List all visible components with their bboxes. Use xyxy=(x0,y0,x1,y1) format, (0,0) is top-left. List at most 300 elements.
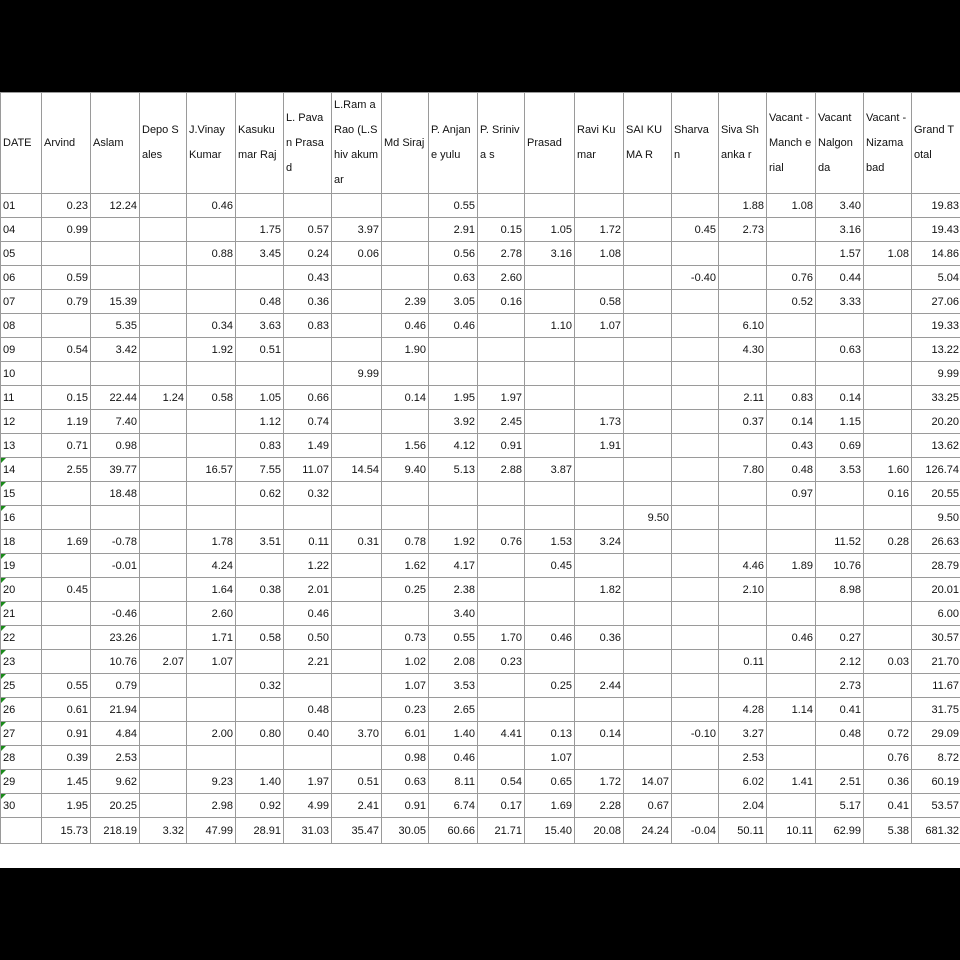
value-cell[interactable] xyxy=(525,338,575,362)
value-cell[interactable] xyxy=(140,458,187,482)
value-cell[interactable] xyxy=(525,650,575,674)
value-cell[interactable]: 10.76 xyxy=(816,554,864,578)
value-cell[interactable]: 0.69 xyxy=(816,434,864,458)
value-cell[interactable]: 9.23 xyxy=(187,770,236,794)
value-cell[interactable] xyxy=(525,698,575,722)
value-cell[interactable]: 0.27 xyxy=(816,626,864,650)
value-cell[interactable]: 2.78 xyxy=(478,242,525,266)
value-cell[interactable]: 2.91 xyxy=(429,218,478,242)
value-cell[interactable]: 2.45 xyxy=(478,410,525,434)
value-cell[interactable] xyxy=(864,338,912,362)
value-cell[interactable] xyxy=(140,242,187,266)
value-cell[interactable]: 20.25 xyxy=(91,794,140,818)
value-cell[interactable]: 0.88 xyxy=(187,242,236,266)
value-cell[interactable]: 0.46 xyxy=(525,626,575,650)
value-cell[interactable] xyxy=(42,506,91,530)
value-cell[interactable]: 0.48 xyxy=(236,290,284,314)
value-cell[interactable] xyxy=(816,746,864,770)
value-cell[interactable]: 0.36 xyxy=(575,626,624,650)
value-cell[interactable] xyxy=(575,650,624,674)
value-cell[interactable]: 1.15 xyxy=(816,410,864,434)
value-cell[interactable]: 3.33 xyxy=(816,290,864,314)
value-cell[interactable] xyxy=(575,266,624,290)
value-cell[interactable]: 3.24 xyxy=(575,530,624,554)
value-cell[interactable] xyxy=(525,602,575,626)
value-cell[interactable]: 4.41 xyxy=(478,722,525,746)
value-cell[interactable]: 1.19 xyxy=(42,410,91,434)
value-cell[interactable] xyxy=(91,218,140,242)
value-cell[interactable] xyxy=(575,386,624,410)
value-cell[interactable]: 11.52 xyxy=(816,530,864,554)
value-cell[interactable]: 21.70 xyxy=(912,650,960,674)
value-cell[interactable]: 2.41 xyxy=(332,794,382,818)
value-cell[interactable] xyxy=(672,578,719,602)
value-cell[interactable]: 4.24 xyxy=(187,554,236,578)
value-cell[interactable] xyxy=(140,314,187,338)
value-cell[interactable] xyxy=(382,194,429,218)
value-cell[interactable] xyxy=(767,674,816,698)
value-cell[interactable] xyxy=(42,242,91,266)
value-cell[interactable] xyxy=(429,506,478,530)
value-cell[interactable]: 1.53 xyxy=(525,530,575,554)
value-cell[interactable]: 0.63 xyxy=(816,338,864,362)
value-cell[interactable] xyxy=(816,362,864,386)
value-cell[interactable] xyxy=(624,578,672,602)
value-cell[interactable]: 1.90 xyxy=(382,338,429,362)
value-cell[interactable] xyxy=(672,386,719,410)
value-cell[interactable] xyxy=(382,506,429,530)
total-cell[interactable]: 20.08 xyxy=(575,818,624,844)
value-cell[interactable]: 1.05 xyxy=(525,218,575,242)
value-cell[interactable] xyxy=(140,602,187,626)
value-cell[interactable]: 9.62 xyxy=(91,770,140,794)
value-cell[interactable] xyxy=(284,674,332,698)
value-cell[interactable] xyxy=(478,194,525,218)
value-cell[interactable]: 20.01 xyxy=(912,578,960,602)
value-cell[interactable] xyxy=(140,290,187,314)
value-cell[interactable] xyxy=(864,578,912,602)
value-cell[interactable]: 0.23 xyxy=(42,194,91,218)
value-cell[interactable]: 3.40 xyxy=(429,602,478,626)
value-cell[interactable] xyxy=(332,554,382,578)
value-cell[interactable]: 0.46 xyxy=(767,626,816,650)
column-header[interactable]: Siva Shanka r xyxy=(719,93,767,194)
value-cell[interactable] xyxy=(332,290,382,314)
value-cell[interactable]: 2.73 xyxy=(816,674,864,698)
value-cell[interactable] xyxy=(332,386,382,410)
value-cell[interactable] xyxy=(332,482,382,506)
date-cell[interactable]: 12 xyxy=(1,410,42,434)
value-cell[interactable]: 0.15 xyxy=(42,386,91,410)
date-cell[interactable]: 11 xyxy=(1,386,42,410)
total-cell[interactable]: 30.05 xyxy=(382,818,429,844)
date-cell[interactable]: 10 xyxy=(1,362,42,386)
value-cell[interactable]: 19.33 xyxy=(912,314,960,338)
value-cell[interactable]: 0.51 xyxy=(332,770,382,794)
value-cell[interactable] xyxy=(140,554,187,578)
date-cell[interactable]: 05 xyxy=(1,242,42,266)
value-cell[interactable]: 1.69 xyxy=(525,794,575,818)
value-cell[interactable] xyxy=(236,650,284,674)
value-cell[interactable] xyxy=(672,602,719,626)
column-header[interactable]: L.Ram aRao (L.Shiv akumar xyxy=(332,93,382,194)
value-cell[interactable]: 1.56 xyxy=(382,434,429,458)
value-cell[interactable] xyxy=(140,674,187,698)
value-cell[interactable] xyxy=(719,362,767,386)
value-cell[interactable]: 0.58 xyxy=(187,386,236,410)
value-cell[interactable]: 4.17 xyxy=(429,554,478,578)
value-cell[interactable] xyxy=(624,194,672,218)
value-cell[interactable]: 0.14 xyxy=(816,386,864,410)
value-cell[interactable]: 2.10 xyxy=(719,578,767,602)
value-cell[interactable] xyxy=(91,242,140,266)
value-cell[interactable] xyxy=(478,674,525,698)
date-cell[interactable]: 25 xyxy=(1,674,42,698)
value-cell[interactable]: 0.17 xyxy=(478,794,525,818)
value-cell[interactable] xyxy=(672,410,719,434)
value-cell[interactable]: 29.09 xyxy=(912,722,960,746)
value-cell[interactable]: 2.07 xyxy=(140,650,187,674)
value-cell[interactable] xyxy=(719,266,767,290)
date-cell[interactable]: 01 xyxy=(1,194,42,218)
value-cell[interactable] xyxy=(187,698,236,722)
value-cell[interactable] xyxy=(236,554,284,578)
value-cell[interactable]: 1.49 xyxy=(284,434,332,458)
value-cell[interactable] xyxy=(767,650,816,674)
value-cell[interactable]: 20.20 xyxy=(912,410,960,434)
value-cell[interactable]: 1.95 xyxy=(42,794,91,818)
value-cell[interactable] xyxy=(332,578,382,602)
value-cell[interactable] xyxy=(332,674,382,698)
value-cell[interactable] xyxy=(672,362,719,386)
value-cell[interactable]: 0.63 xyxy=(382,770,429,794)
value-cell[interactable] xyxy=(140,338,187,362)
value-cell[interactable]: 1.89 xyxy=(767,554,816,578)
value-cell[interactable] xyxy=(525,482,575,506)
value-cell[interactable] xyxy=(140,770,187,794)
value-cell[interactable] xyxy=(332,650,382,674)
column-header[interactable]: Vacant - Manch erial xyxy=(767,93,816,194)
value-cell[interactable] xyxy=(187,482,236,506)
value-cell[interactable]: 2.28 xyxy=(575,794,624,818)
value-cell[interactable] xyxy=(719,434,767,458)
value-cell[interactable] xyxy=(478,554,525,578)
value-cell[interactable]: 11.07 xyxy=(284,458,332,482)
value-cell[interactable]: 3.97 xyxy=(332,218,382,242)
value-cell[interactable] xyxy=(382,410,429,434)
value-cell[interactable]: 1.07 xyxy=(382,674,429,698)
value-cell[interactable]: 9.99 xyxy=(332,362,382,386)
value-cell[interactable] xyxy=(91,506,140,530)
value-cell[interactable] xyxy=(525,290,575,314)
value-cell[interactable]: 4.46 xyxy=(719,554,767,578)
value-cell[interactable] xyxy=(624,290,672,314)
value-cell[interactable] xyxy=(816,602,864,626)
value-cell[interactable]: 0.46 xyxy=(284,602,332,626)
value-cell[interactable] xyxy=(864,194,912,218)
value-cell[interactable]: 13.62 xyxy=(912,434,960,458)
value-cell[interactable]: 14.86 xyxy=(912,242,960,266)
value-cell[interactable] xyxy=(816,482,864,506)
value-cell[interactable] xyxy=(672,338,719,362)
value-cell[interactable] xyxy=(332,626,382,650)
value-cell[interactable]: 3.05 xyxy=(429,290,478,314)
value-cell[interactable]: 0.71 xyxy=(42,434,91,458)
value-cell[interactable]: 14.54 xyxy=(332,458,382,482)
value-cell[interactable]: 0.54 xyxy=(478,770,525,794)
value-cell[interactable]: 8.72 xyxy=(912,746,960,770)
value-cell[interactable]: 2.53 xyxy=(91,746,140,770)
value-cell[interactable] xyxy=(140,410,187,434)
date-cell[interactable]: 22 xyxy=(1,626,42,650)
value-cell[interactable]: 9.40 xyxy=(382,458,429,482)
value-cell[interactable] xyxy=(42,650,91,674)
value-cell[interactable] xyxy=(382,218,429,242)
value-cell[interactable] xyxy=(187,218,236,242)
value-cell[interactable]: 0.62 xyxy=(236,482,284,506)
value-cell[interactable]: 14.07 xyxy=(624,770,672,794)
value-cell[interactable]: 1.62 xyxy=(382,554,429,578)
value-cell[interactable] xyxy=(478,338,525,362)
value-cell[interactable] xyxy=(624,410,672,434)
date-cell[interactable]: 28 xyxy=(1,746,42,770)
value-cell[interactable] xyxy=(624,746,672,770)
value-cell[interactable] xyxy=(525,362,575,386)
value-cell[interactable]: 3.40 xyxy=(816,194,864,218)
value-cell[interactable]: 13.22 xyxy=(912,338,960,362)
value-cell[interactable]: 33.25 xyxy=(912,386,960,410)
value-cell[interactable] xyxy=(864,434,912,458)
value-cell[interactable]: 1.73 xyxy=(575,410,624,434)
value-cell[interactable] xyxy=(719,482,767,506)
value-cell[interactable] xyxy=(864,506,912,530)
value-cell[interactable]: 1.92 xyxy=(187,338,236,362)
value-cell[interactable] xyxy=(719,242,767,266)
value-cell[interactable] xyxy=(236,194,284,218)
value-cell[interactable] xyxy=(382,362,429,386)
value-cell[interactable] xyxy=(672,674,719,698)
value-cell[interactable]: -0.10 xyxy=(672,722,719,746)
column-header[interactable]: Vacant Nalgon da xyxy=(816,93,864,194)
value-cell[interactable] xyxy=(332,338,382,362)
value-cell[interactable]: 0.24 xyxy=(284,242,332,266)
total-cell[interactable]: 24.24 xyxy=(624,818,672,844)
value-cell[interactable]: 26.63 xyxy=(912,530,960,554)
value-cell[interactable]: 53.57 xyxy=(912,794,960,818)
value-cell[interactable]: 6.01 xyxy=(382,722,429,746)
value-cell[interactable] xyxy=(575,482,624,506)
column-header[interactable]: Grand Total xyxy=(912,93,960,194)
value-cell[interactable] xyxy=(672,314,719,338)
value-cell[interactable] xyxy=(140,218,187,242)
value-cell[interactable]: 0.65 xyxy=(525,770,575,794)
value-cell[interactable]: 0.98 xyxy=(382,746,429,770)
column-header[interactable]: Kasuku mar Raj xyxy=(236,93,284,194)
value-cell[interactable]: 1.64 xyxy=(187,578,236,602)
date-cell[interactable]: 21 xyxy=(1,602,42,626)
value-cell[interactable]: 0.56 xyxy=(429,242,478,266)
value-cell[interactable]: 1.71 xyxy=(187,626,236,650)
value-cell[interactable]: 1.92 xyxy=(429,530,478,554)
value-cell[interactable] xyxy=(525,266,575,290)
value-cell[interactable]: 21.94 xyxy=(91,698,140,722)
value-cell[interactable]: 0.46 xyxy=(429,746,478,770)
value-cell[interactable]: 0.36 xyxy=(284,290,332,314)
value-cell[interactable]: 0.91 xyxy=(382,794,429,818)
value-cell[interactable]: 0.76 xyxy=(864,746,912,770)
value-cell[interactable] xyxy=(284,506,332,530)
value-cell[interactable] xyxy=(672,458,719,482)
value-cell[interactable]: 0.16 xyxy=(478,290,525,314)
value-cell[interactable]: 5.35 xyxy=(91,314,140,338)
value-cell[interactable]: 2.65 xyxy=(429,698,478,722)
value-cell[interactable]: 2.04 xyxy=(719,794,767,818)
column-header[interactable]: L. Pavan Prasad xyxy=(284,93,332,194)
value-cell[interactable] xyxy=(575,458,624,482)
value-cell[interactable]: 6.74 xyxy=(429,794,478,818)
value-cell[interactable]: 7.80 xyxy=(719,458,767,482)
value-cell[interactable]: 1.08 xyxy=(575,242,624,266)
column-header[interactable]: Arvind xyxy=(42,93,91,194)
value-cell[interactable]: 2.00 xyxy=(187,722,236,746)
total-cell[interactable] xyxy=(1,818,42,844)
value-cell[interactable]: 1.07 xyxy=(187,650,236,674)
value-cell[interactable] xyxy=(332,698,382,722)
total-cell[interactable]: 47.99 xyxy=(187,818,236,844)
value-cell[interactable]: 0.78 xyxy=(382,530,429,554)
value-cell[interactable] xyxy=(332,410,382,434)
value-cell[interactable]: 0.50 xyxy=(284,626,332,650)
value-cell[interactable] xyxy=(140,530,187,554)
value-cell[interactable]: 0.45 xyxy=(525,554,575,578)
value-cell[interactable]: 3.92 xyxy=(429,410,478,434)
value-cell[interactable] xyxy=(236,746,284,770)
total-cell[interactable]: -0.04 xyxy=(672,818,719,844)
value-cell[interactable] xyxy=(719,290,767,314)
value-cell[interactable]: 0.55 xyxy=(429,626,478,650)
value-cell[interactable]: 1.78 xyxy=(187,530,236,554)
value-cell[interactable] xyxy=(719,674,767,698)
column-header[interactable]: J.Vinay Kumar xyxy=(187,93,236,194)
value-cell[interactable]: 1.60 xyxy=(864,458,912,482)
value-cell[interactable]: 1.24 xyxy=(140,386,187,410)
value-cell[interactable] xyxy=(575,746,624,770)
value-cell[interactable]: 1.57 xyxy=(816,242,864,266)
value-cell[interactable]: -0.40 xyxy=(672,266,719,290)
value-cell[interactable]: 28.79 xyxy=(912,554,960,578)
value-cell[interactable]: -0.46 xyxy=(91,602,140,626)
value-cell[interactable] xyxy=(478,578,525,602)
value-cell[interactable] xyxy=(624,338,672,362)
value-cell[interactable]: 1.40 xyxy=(236,770,284,794)
value-cell[interactable]: 0.55 xyxy=(42,674,91,698)
value-cell[interactable] xyxy=(672,770,719,794)
value-cell[interactable]: 0.41 xyxy=(816,698,864,722)
value-cell[interactable]: 0.72 xyxy=(864,722,912,746)
value-cell[interactable] xyxy=(767,314,816,338)
value-cell[interactable] xyxy=(719,530,767,554)
date-cell[interactable]: 29 xyxy=(1,770,42,794)
value-cell[interactable]: -0.78 xyxy=(91,530,140,554)
value-cell[interactable]: 0.45 xyxy=(672,218,719,242)
value-cell[interactable] xyxy=(575,506,624,530)
value-cell[interactable]: 1.07 xyxy=(525,746,575,770)
value-cell[interactable]: 5.04 xyxy=(912,266,960,290)
value-cell[interactable]: 10.76 xyxy=(91,650,140,674)
value-cell[interactable]: 0.98 xyxy=(91,434,140,458)
value-cell[interactable] xyxy=(864,410,912,434)
value-cell[interactable]: 2.88 xyxy=(478,458,525,482)
value-cell[interactable]: 4.84 xyxy=(91,722,140,746)
total-cell[interactable]: 31.03 xyxy=(284,818,332,844)
value-cell[interactable]: 60.19 xyxy=(912,770,960,794)
value-cell[interactable] xyxy=(42,362,91,386)
date-cell[interactable]: 14 xyxy=(1,458,42,482)
value-cell[interactable] xyxy=(284,338,332,362)
value-cell[interactable] xyxy=(478,314,525,338)
date-cell[interactable]: 20 xyxy=(1,578,42,602)
value-cell[interactable] xyxy=(187,506,236,530)
value-cell[interactable]: 0.34 xyxy=(187,314,236,338)
value-cell[interactable] xyxy=(91,362,140,386)
value-cell[interactable]: 0.39 xyxy=(42,746,91,770)
value-cell[interactable] xyxy=(284,194,332,218)
value-cell[interactable] xyxy=(91,578,140,602)
value-cell[interactable]: 3.27 xyxy=(719,722,767,746)
value-cell[interactable]: 0.28 xyxy=(864,530,912,554)
value-cell[interactable]: 1.08 xyxy=(864,242,912,266)
value-cell[interactable]: 3.53 xyxy=(816,458,864,482)
value-cell[interactable]: 23.26 xyxy=(91,626,140,650)
value-cell[interactable] xyxy=(624,626,672,650)
value-cell[interactable]: 31.75 xyxy=(912,698,960,722)
value-cell[interactable] xyxy=(140,746,187,770)
value-cell[interactable]: 0.37 xyxy=(719,410,767,434)
value-cell[interactable]: 0.15 xyxy=(478,218,525,242)
value-cell[interactable] xyxy=(864,218,912,242)
value-cell[interactable] xyxy=(284,746,332,770)
value-cell[interactable] xyxy=(672,650,719,674)
value-cell[interactable]: 0.31 xyxy=(332,530,382,554)
value-cell[interactable]: 0.41 xyxy=(864,794,912,818)
column-header[interactable]: Ravi Kumar xyxy=(575,93,624,194)
value-cell[interactable] xyxy=(624,554,672,578)
value-cell[interactable]: 7.55 xyxy=(236,458,284,482)
value-cell[interactable] xyxy=(332,434,382,458)
value-cell[interactable]: 39.77 xyxy=(91,458,140,482)
value-cell[interactable]: 0.83 xyxy=(236,434,284,458)
value-cell[interactable] xyxy=(864,602,912,626)
value-cell[interactable] xyxy=(767,362,816,386)
column-header[interactable]: P. Sriniva s xyxy=(478,93,525,194)
value-cell[interactable] xyxy=(187,674,236,698)
value-cell[interactable] xyxy=(332,746,382,770)
value-cell[interactable]: 0.63 xyxy=(429,266,478,290)
date-cell[interactable]: 09 xyxy=(1,338,42,362)
value-cell[interactable] xyxy=(767,506,816,530)
value-cell[interactable]: 1.88 xyxy=(719,194,767,218)
value-cell[interactable]: 0.73 xyxy=(382,626,429,650)
value-cell[interactable] xyxy=(187,266,236,290)
value-cell[interactable]: 3.51 xyxy=(236,530,284,554)
value-cell[interactable]: 3.42 xyxy=(91,338,140,362)
value-cell[interactable]: 1.40 xyxy=(429,722,478,746)
value-cell[interactable]: 0.45 xyxy=(42,578,91,602)
date-cell[interactable]: 08 xyxy=(1,314,42,338)
value-cell[interactable]: 1.75 xyxy=(236,218,284,242)
value-cell[interactable]: 6.02 xyxy=(719,770,767,794)
value-cell[interactable]: 1.72 xyxy=(575,218,624,242)
